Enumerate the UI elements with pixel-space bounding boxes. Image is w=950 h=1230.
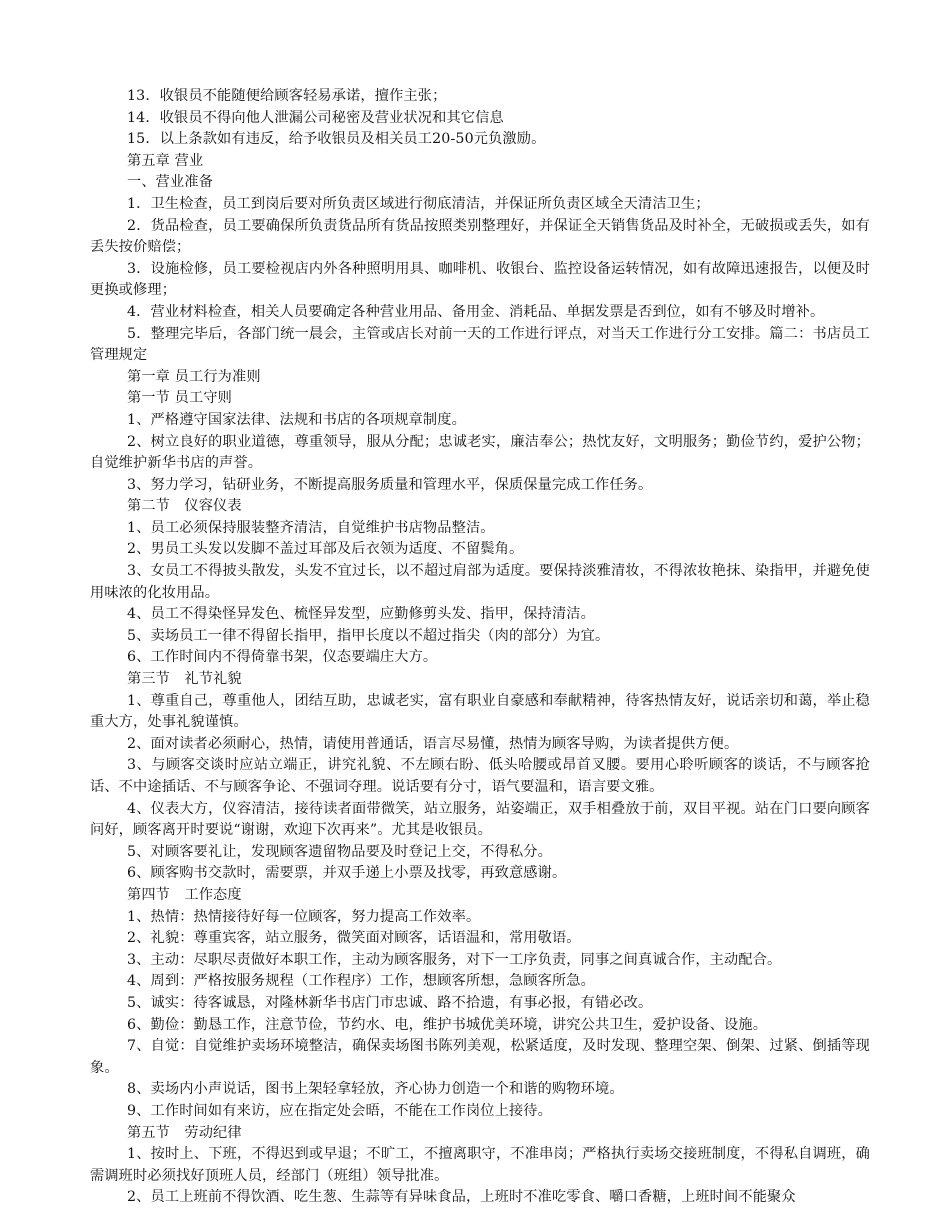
paragraph: 1、按时上、下班，不得迟到或早退；不旷工，不擅离职守，不准串岗；严格执行卖场交接班制度，不得私自调班，确需调班时必须找好顶班人员，经部门（班组）领导批准。 (90, 1146, 870, 1184)
paragraph: 5．整理完毕后，各部门统一晨会，主管或店长对前一天的工作进行评点，对当天工作进行分工安排。篇二：书店员工管理规定 (90, 325, 870, 364)
paragraph: 7、自觉：自觉维护卖场环境整洁，确保卖场图书陈列美观，松紧适度，及时发现、整理空架、倒架、过紧、倒插等现象。 (90, 1038, 870, 1076)
paragraph: 8、卖场内小声说话，图书上架轻拿轻放，齐心协力创造一个和谐的购物环境。 (127, 1081, 624, 1098)
paragraph: 6、工作时间内不得倚靠书架，仪态要端庄大方。 (127, 649, 438, 666)
paragraph: 第三节 礼节礼貌 (127, 671, 242, 688)
paragraph: 6、勤俭：勤恳工作，注意节俭，节约水、电，维护书城优美环境，讲究公共卫生，爱护设备、设施。 (127, 1016, 768, 1033)
paragraph: 1．卫生检查，员工到岗后要对所负责区域进行彻底清洁，并保证所负责区域全天清洁卫生； (127, 195, 710, 212)
paragraph: 1、尊重自己，尊重他人，团结互助，忠诚老实，富有职业自豪感和奉献精神，待客热情友好，说话亲切和蔼，举止稳重大方，处事礼貌谨慎。 (90, 692, 870, 731)
paragraph: 3．设施检修，员工要检视店内外各种照明用具、咖啡机、收银台、监控设备运转情况，如有故障迅速报告，以便及时更换或修理； (90, 260, 870, 299)
paragraph: 2、员工上班前不得饮酒、吃生葱、生蒜等有异味食品，上班时不准吃零食、嚼口香糖，上班时间不能聚众 (127, 1189, 796, 1206)
paragraph: 2、男员工头发以发脚不盖过耳部及后衣领为适度、不留鬓角。 (127, 541, 524, 558)
paragraph: 第一节 员工守则 (127, 390, 233, 407)
paragraph: 5、对顾客要礼让，发现顾客遗留物品要及时登记上交，不得私分。 (127, 843, 552, 860)
paragraph: 1、热情：热情接待好每一位顾客，努力提高工作效率。 (127, 908, 481, 925)
paragraph: 6、顾客购书交款时，需要票，并双手递上小票及找零，再致意感谢。 (127, 865, 567, 882)
paragraph: 第五章 营业 (127, 152, 204, 169)
paragraph: 第二节 仪容仪表 (127, 498, 242, 515)
paragraph: 15．以上条款如有违反，给予收银员及相关员工20-50元负激励。 (127, 131, 546, 148)
paragraph: 3、努力学习，钻研业务，不断提高服务质量和管理水平，保质保量完成工作任务。 (127, 476, 653, 493)
paragraph: 9、工作时间如有来访，应在指定处会晤，不能在工作岗位上接待。 (127, 1102, 552, 1119)
paragraph: 5、诚实：待客诚恳，对隆林新华书店门市忠诚、路不拾遗，有事必报，有错必改。 (127, 994, 653, 1011)
paragraph: 第一章 员工行为准则 (127, 368, 261, 385)
paragraph: 4、员工不得染怪异发色、梳怪异发型，应勤修剪头发、指甲，保持清洁。 (127, 606, 595, 623)
paragraph: 14．收银员不得向他人泄漏公司秘密及营业状况和其它信息 (127, 109, 504, 126)
paragraph: 1、员工必须保持服装整齐清洁，自觉维护书店物品整洁。 (127, 519, 495, 536)
paragraph: 第四节 工作态度 (127, 886, 242, 903)
paragraph: 4、周到：严格按服务规程（工作程序）工作，想顾客所想，急顾客所急。 (127, 973, 595, 990)
paragraph: 1、严格遵守国家法律、法规和书店的各项规章制度。 (127, 411, 466, 428)
paragraph: 3、与顾客交谈时应站立端正，讲究礼貌、不左顾右盼、低头哈腰或昂首叉腰。要用心聆听顾客的谈话，不与顾客抢话、不中途插话、不与顾客争论、不强词夺理。说话要有分寸，语气要温和，语言要文雅。 (90, 757, 870, 795)
paragraph: 3、主动：尽职尽责做好本职工作，主动为顾客服务，对下一工序负责，同事之间真诚合作，主动配合。 (127, 951, 782, 968)
paragraph: 2．货品检查，员工要确保所负责货品所有货品按照类别整理好，并保证全天销售货品及时补全，无破损或丢失，如有丢失按价赔偿； (90, 217, 870, 256)
document-page (90, 86, 870, 1209)
paragraph: 13．收银员不能随便给顾客轻易承诺，擅作主张； (127, 88, 447, 104)
paragraph: 第五节 劳动纪律 (127, 1124, 242, 1141)
paragraph: 2、面对读者必须耐心，热情，请使用普通话，语言尽易懂，热情为顾客导购，为读者提供方便。 (127, 735, 739, 752)
paragraph: 3、女员工不得披头散发，头发不宜过长，以不超过肩部为适度。要保持淡雅清妆，不得浓妆艳抹、染指甲，并避免使用味浓的化妆用品。 (90, 563, 870, 601)
paragraph: 5、卖场员工一律不得留长指甲，指甲长度以不超过指尖（肉的部分）为宜。 (127, 627, 610, 644)
paragraph: 4．营业材料检查，相关人员要确定各种营业用品、备用金、消耗品、单据发票是否到位，如有不够及时增补。 (127, 303, 825, 320)
paragraph: 一、营业准备 (127, 174, 214, 191)
paragraph: 4、仪表大方，仪容清洁，接待读者面带微笑，站立服务，站姿端正，双手相叠放于前，双目平视。站在门口要向顾客问好，顾客离开时要说“谢谢，欢迎下次再来”。尤其是收银员。 (90, 800, 870, 839)
paragraph: 2、树立良好的职业道德，尊重领导，服从分配；忠诚老实，廉洁奉公；热忱友好，文明服务；勤俭节约，爱护公物；自觉维护新华书店的声誉。 (90, 433, 870, 472)
paragraph: 2、礼貌：尊重宾客，站立服务，微笑面对顾客，话语温和，常用敬语。 (127, 930, 581, 947)
